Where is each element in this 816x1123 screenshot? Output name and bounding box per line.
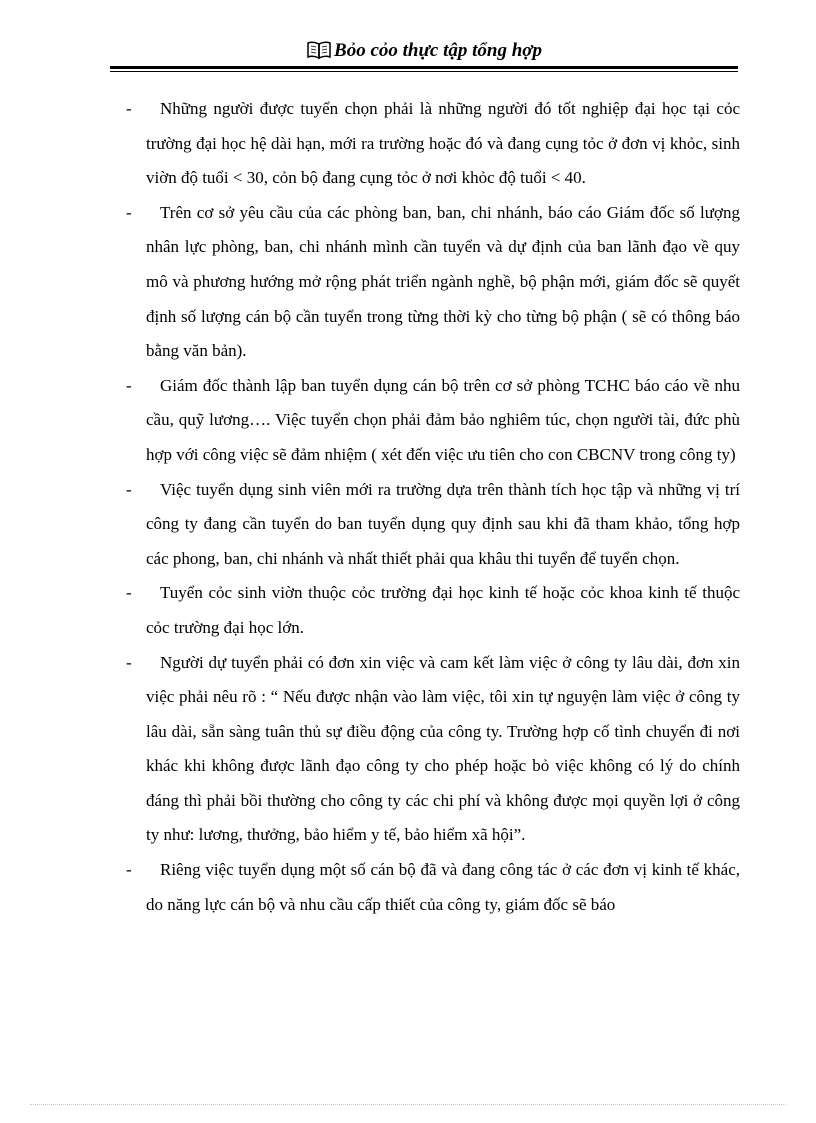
paragraph-text: Trên cơ sở yêu cầu của các phòng ban, ban, chi nhánh, báo cáo Giám đốc số lượng nhân lực phòng, ban, chi nhánh mình cần tuyển và dự định của ban lãnh đạo về quy mô và phương hướng mở rộng phát triển ngành nghề, bộ phận mới, giám đốc sẽ quyết định số lượng cán bộ cần tuyển trong từng thời kỳ cho từng bộ phận ( sẽ có thông báo bằng văn bản). [146, 202, 740, 361]
open-book-icon [306, 41, 332, 65]
page-bottom-dotted-border [30, 1104, 786, 1105]
list-item [126, 853, 740, 922]
paragraph-text: Người dự tuyển phải có đơn xin việc và cam kết làm việc ở công ty lâu dài, đơn xin việc phải nêu rõ : “ Nếu được nhận vào làm việc, tôi xin tự nguyện làm việc ở công ty lâu dài, sẵn sàng tuân thủ sự điều động của công ty. Trường hợp cố tình chuyển đi nơi khác khi không được lãnh đạo công ty cho phép hoặc bỏ việc không có lý do chính đáng thì phải bồi thường cho công ty các chi phí và không được mọi quyền lợi ở công ty như: lương, thưởng, bảo hiểm y tế, bảo hiểm xã hội”. [146, 652, 740, 845]
bullet-dash: - [126, 583, 132, 603]
header-title: Bỏo cỏo thực tập tổng hợp [334, 40, 542, 61]
bullet-dash: - [126, 479, 132, 499]
list-item [126, 646, 740, 854]
paragraph-text: Giám đốc thành lập ban tuyển dụng cán bộ trên cơ sở phòng TCHC báo cáo về nhu cầu, quỹ lương…. Việc tuyển chọn phải đảm bảo nghiêm túc, chọn người tài, đức phù hợp với công việc sẽ đảm nhiệm ( xét đến việc ưu tiên cho con CBCNV trong công ty) [146, 375, 740, 464]
list-item [126, 576, 740, 645]
bullet-dash: - [126, 652, 132, 672]
header-rule-thick [110, 66, 738, 69]
paragraph-text: Những người được tuyển chọn phải là những người đó tốt nghiệp đại học tại cỏc trường đại học hệ dài hạn, mới ra trường hoặc đó và đang cụng tỏc ở đơn vị khỏc, sinh viờn độ tuổi < 30, cỏn bộ đang cụng tỏc ở nơi khỏc độ tuổi < 40. [146, 99, 740, 188]
bullet-dash: - [126, 860, 132, 880]
bullet-dash: - [126, 202, 132, 222]
paragraph-text: Riêng việc tuyển dụng một số cán bộ đã và đang công tác ở các đơn vị kinh tế khác, do năng lực cán bộ và nhu cầu cấp thiết của công ty, giám đốc sẽ báo [146, 860, 740, 914]
page-header [110, 36, 738, 70]
list-item [126, 369, 740, 473]
header-rule-thin [110, 71, 738, 72]
list-item [126, 473, 740, 577]
bullet-dash: - [126, 375, 132, 395]
paragraph-text: Việc tuyển dụng sinh viên mới ra trường dựa trên thành tích học tập và những vị trí công ty đang cần tuyển do ban tuyển dụng quy định sau khi đã tham khảo, tổng hợp các phong, ban, chi nhánh và nhất thiết phải qua khâu thi tuyển để tuyển chọn. [146, 479, 740, 568]
document-body [126, 92, 740, 922]
list-item [126, 196, 740, 369]
paragraph-text: Tuyển cỏc sinh viờn thuộc cỏc trường đại học kinh tế hoặc cỏc khoa kinh tế thuộc cỏc trường đại học lớn. [146, 583, 740, 637]
header-title-row [110, 40, 738, 65]
bullet-dash: - [126, 99, 132, 118]
list-item [126, 92, 740, 196]
